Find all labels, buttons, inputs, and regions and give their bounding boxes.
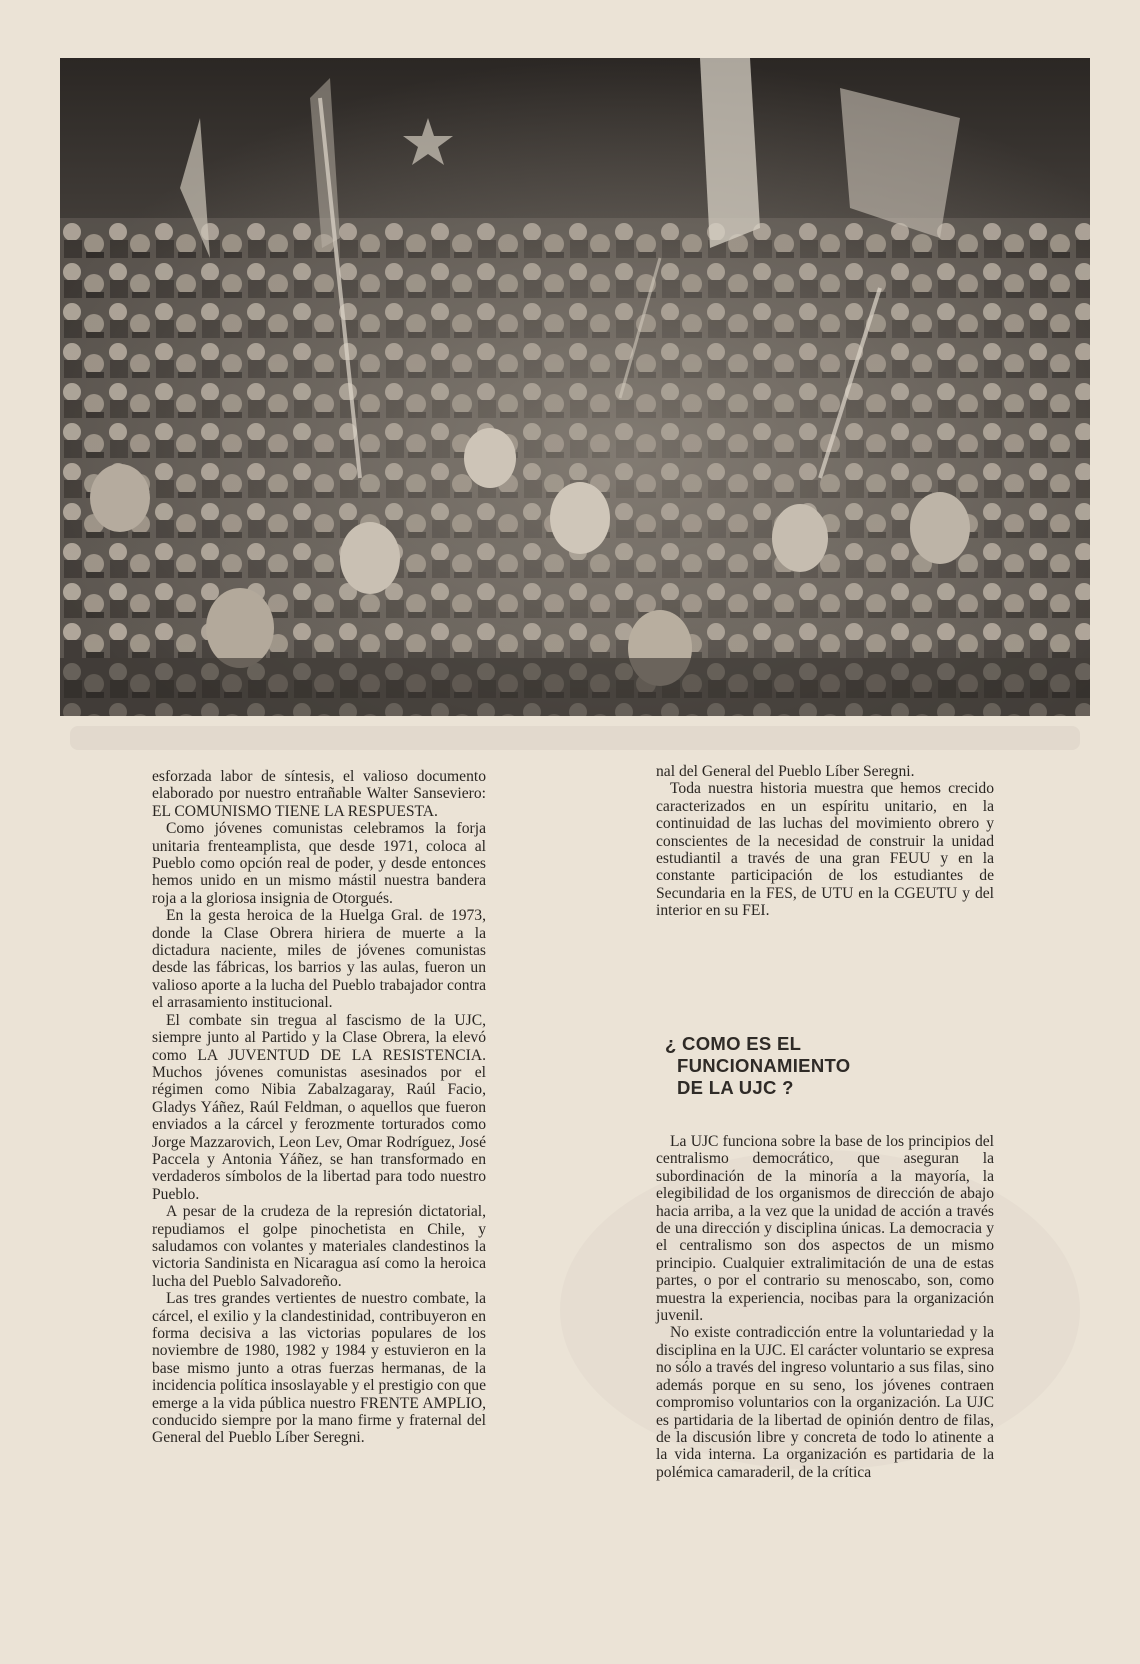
left-paragraph-2: Como jóvenes comunistas celebramos la forja unitaria frenteamplista, que desde 1971, coloca al Pueblo como opción real de poder, y desde entonces hemos unido en un mismo mástil nuestra bandera roja a la gloriosa insignia de Otorgués.	[152, 820, 486, 907]
rally-crowd-photo	[60, 58, 1090, 716]
heading-line-2: FUNCIONAMIENTO	[677, 1055, 851, 1076]
right-paragraph-history: Toda nuestra historia muestra que hemos crecido caracterizados en un espíritu unitario, en la continuidad de las luchas del movimiento obrero y conscientes de la necesidad de construir la unidad estudiantil a través de una gran FEUU y en la constante participación de los estudiantes de Secundaria en la FES, de UTU en la CGEUTU y del interior en su FEI.	[656, 780, 994, 920]
heading-line-3: DE LA UJC ?	[677, 1077, 794, 1098]
left-paragraph-5: A pesar de la crudeza de la represión dictatorial, repudiamos el golpe pinochetista en Chile, y saludamos con volantes y materiales clandestinos la victoria Sandinista en Nicaragua así como la heroica lucha del Pueblo Salvadoreño.	[152, 1203, 486, 1290]
right-text-column-top	[656, 763, 994, 920]
right-text-column-bottom	[656, 1133, 994, 1481]
right-paragraph-centralism: La UJC funciona sobre la base de los principios del centralismo democrático, que aseguran la subordinación de la minoría a la mayoría, la elegibilidad de los organismos de dirección de abajo hacia arriba, a la vez que la unidad de acción a través de una dirección y disciplina únicas. La democracia y el centralismo son dos aspectos de un mismo principio. Cualquier extralimitación de una de estas partes, o por el contrario su menoscabo, son, como muestra la experiencia, nocibas para la organización juvenil.	[656, 1133, 994, 1325]
right-continuation-line: nal del General del Pueblo Líber Seregni.	[656, 763, 915, 780]
right-paragraph-voluntary: No existe contradicción entre la voluntariedad y la disciplina en la UJC. El carácter voluntario se expresa no sólo a través del ingreso voluntario a sus filas, sino además porque en su seno, los jóvenes contraen compromiso voluntarios con la organización. La UJC es partidaria de la libertad de opinión dentro de filas, de la discusión libre y concreta de todo lo atinente a la vida interna. La organización es partidaria de la polémica camaraderil, de la crítica	[656, 1324, 994, 1481]
bleed-through-band	[70, 726, 1080, 750]
section-heading	[665, 1033, 905, 1099]
left-text-column	[152, 768, 486, 1447]
left-paragraph-4: El combate sin tregua al fascismo de la UJC, siempre junto al Partido y la Clase Obrera, la elevó como LA JUVENTUD DE LA RESISTENCIA. Muchos jóvenes comunistas asesinados por el régimen como Nibia Zabalzagaray, Raúl Facio, Gladys Yáñez, Raúl Feldman, o aquellos que fueron enviados a la cárcel y ferozmente torturados como Jorge Mazzarovich, Leon Lev, Omar Rodríguez, José Paccela y Antonia Yáñez, se han transformado en verdaderos símbolos de la libertad para todo nuestro Pueblo.	[152, 1011, 486, 1203]
left-paragraph-3: En la gesta heroica de la Huelga Gral. de 1973, donde la Clase Obrera hiriera de muerte a la dictadura naciente, miles de jóvenes comunistas desde las fábricas, los barrios y las aulas, fueron un valioso aporte a la lucha del Pueblo trabajador contra el arrasamiento institucional.	[152, 907, 486, 1012]
left-paragraph-6: Las tres grandes vertientes de nuestro combate, la cárcel, el exilio y la clandestinidad, contribuyeron en forma decisiva a las victorias populares de los noviembre de 1980, 1982 y 1984 y estuvieron en la base mismo junto a otras fuerzas hermanas, de la incidencia política insoslayable y el prestigio con que emerge a la vida pública nuestro FRENTE AMPLIO, conducido siempre por la mano firme y fraternal del General del Pueblo Líber Seregni.	[152, 1290, 486, 1447]
left-paragraph-1: esforzada labor de síntesis, el valioso documento elaborado por nuestro entrañable Walter Sanseviero: EL COMUNISMO TIENE LA RESPUESTA.	[152, 768, 486, 820]
heading-line-1: ¿ COMO ES EL	[665, 1033, 802, 1054]
crowd-photo-graphic	[60, 58, 1090, 716]
